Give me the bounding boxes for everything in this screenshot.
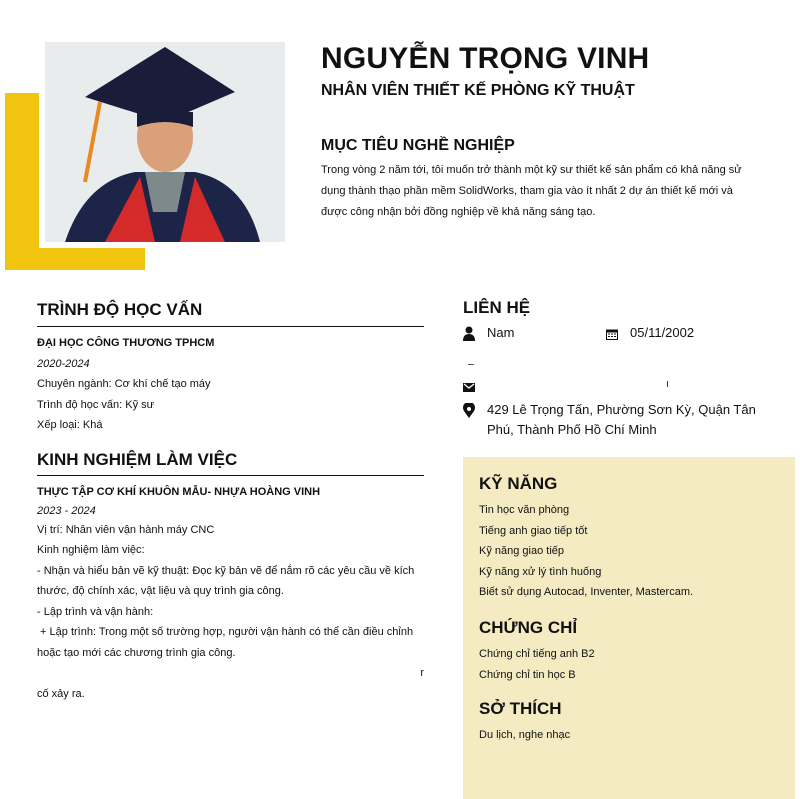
experience-line: thước, độ chính xác, vật liệu và quy trình gia công. xyxy=(37,585,284,597)
gender: Nam xyxy=(487,325,515,340)
objective-text xyxy=(321,160,761,223)
accent-bar-vertical xyxy=(5,93,39,270)
skills-list xyxy=(479,500,693,603)
experience-heading: KINH NGHIỆM LÀM VIỆC xyxy=(37,450,238,469)
objective-line: dụng thành thạo phần mềm SolidWorks, tham gia vào ít nhất 2 dự án thiết kế mới và xyxy=(321,185,733,197)
experience-period: 2023 - 2024 xyxy=(37,504,96,517)
hobbies-list xyxy=(479,725,570,746)
experience-entry xyxy=(37,482,424,704)
skill-item: Kỹ năng xử lý tình huống xyxy=(479,565,602,578)
contact-heading: LIÊN HỆ xyxy=(463,298,531,317)
school-name: ĐẠI HỌC CÔNG THƯƠNG TPHCM xyxy=(37,337,215,349)
skill-item: Kỹ năng giao tiếp xyxy=(479,545,565,557)
education-line: Chuyên ngành: Cơ khí chế tạo máy xyxy=(37,378,211,390)
email-icon xyxy=(463,379,475,397)
experience-line: cố xảy ra. xyxy=(37,687,85,700)
address xyxy=(487,400,756,440)
certificates-list xyxy=(479,644,595,685)
education-line: Trình độ học vấn: Kỹ sư xyxy=(37,398,155,411)
certificate-item: Chứng chỉ tiếng anh B2 xyxy=(479,648,595,660)
email-value-mark xyxy=(667,381,668,387)
education-heading: TRÌNH ĐỘ HỌC VẤN xyxy=(37,300,203,319)
experience-line: + Lập trình: Trong một số trường hợp, người vận hành có thể cần điều chỉnh xyxy=(37,626,414,638)
skills-heading: KỸ NĂNG xyxy=(479,474,558,493)
experience-fragment: r xyxy=(420,667,424,679)
education-line: Xếp loại: Khá xyxy=(37,419,103,431)
education-entry xyxy=(37,333,214,436)
address-line: Phú, Thành Phố Hồ Chí Minh xyxy=(487,422,657,437)
calendar-icon xyxy=(606,327,618,345)
experience-line: Vị trí: Nhân viên vận hành máy CNC xyxy=(37,523,215,536)
certificate-item: Chứng chỉ tin học B xyxy=(479,668,576,681)
experience-line: hoặc tạo mới các chương trình gia công. xyxy=(37,646,236,659)
profile-photo xyxy=(45,42,285,242)
address-line: 429 Lê Trọng Tấn, Phường Sơn Kỳ, Quận Tân xyxy=(487,402,756,417)
objective-heading: MỤC TIÊU NGHỀ NGHIỆP xyxy=(321,137,515,154)
user-icon xyxy=(463,326,475,346)
location-icon xyxy=(463,403,475,423)
candidate-name: NGUYỄN TRỌNG VINH xyxy=(321,42,650,75)
experience-line: Kinh nghiệm làm việc: xyxy=(37,544,145,556)
objective-line: Trong vòng 2 năm tới, tôi muốn trở thành một kỹ sư thiết kế sản phẩm có khả năng sử xyxy=(321,164,742,176)
company-name: THỰC TẬP CƠ KHÍ KHUÔN MẪU- NHỰA HOÀNG VINH xyxy=(37,486,321,498)
experience-line: - Nhận và hiểu bản vẽ kỹ thuật: Đọc kỹ bản vẽ để nắm rõ các yêu cầu về kích xyxy=(37,564,415,577)
divider xyxy=(37,326,424,327)
hobby-item: Du lịch, nghe nhạc xyxy=(479,729,571,741)
skill-item: Biết sử dụng Autocad, Inventer, Mastercam. xyxy=(479,586,694,598)
experience-line: - Lập trình và vận hành: xyxy=(37,605,154,618)
accent-bar-horizontal xyxy=(5,248,145,270)
objective-line: được công nhận bởi đồng nghiệp về khả năng sáng tạo. xyxy=(321,206,596,218)
side-panel xyxy=(463,457,795,799)
certificates-heading: CHỨNG CHỈ xyxy=(479,618,578,637)
hobbies-heading: SỞ THÍCH xyxy=(479,699,562,718)
divider xyxy=(37,475,424,476)
birthday: 05/11/2002 xyxy=(630,325,695,340)
phone-icon xyxy=(468,364,474,365)
job-title: NHÂN VIÊN THIẾT KẾ PHÒNG KỸ THUẬT xyxy=(321,82,635,99)
education-period: 2020-2024 xyxy=(37,357,90,370)
skill-item: Tin học văn phòng xyxy=(479,504,570,516)
skill-item: Tiếng anh giao tiếp tốt xyxy=(479,524,588,537)
